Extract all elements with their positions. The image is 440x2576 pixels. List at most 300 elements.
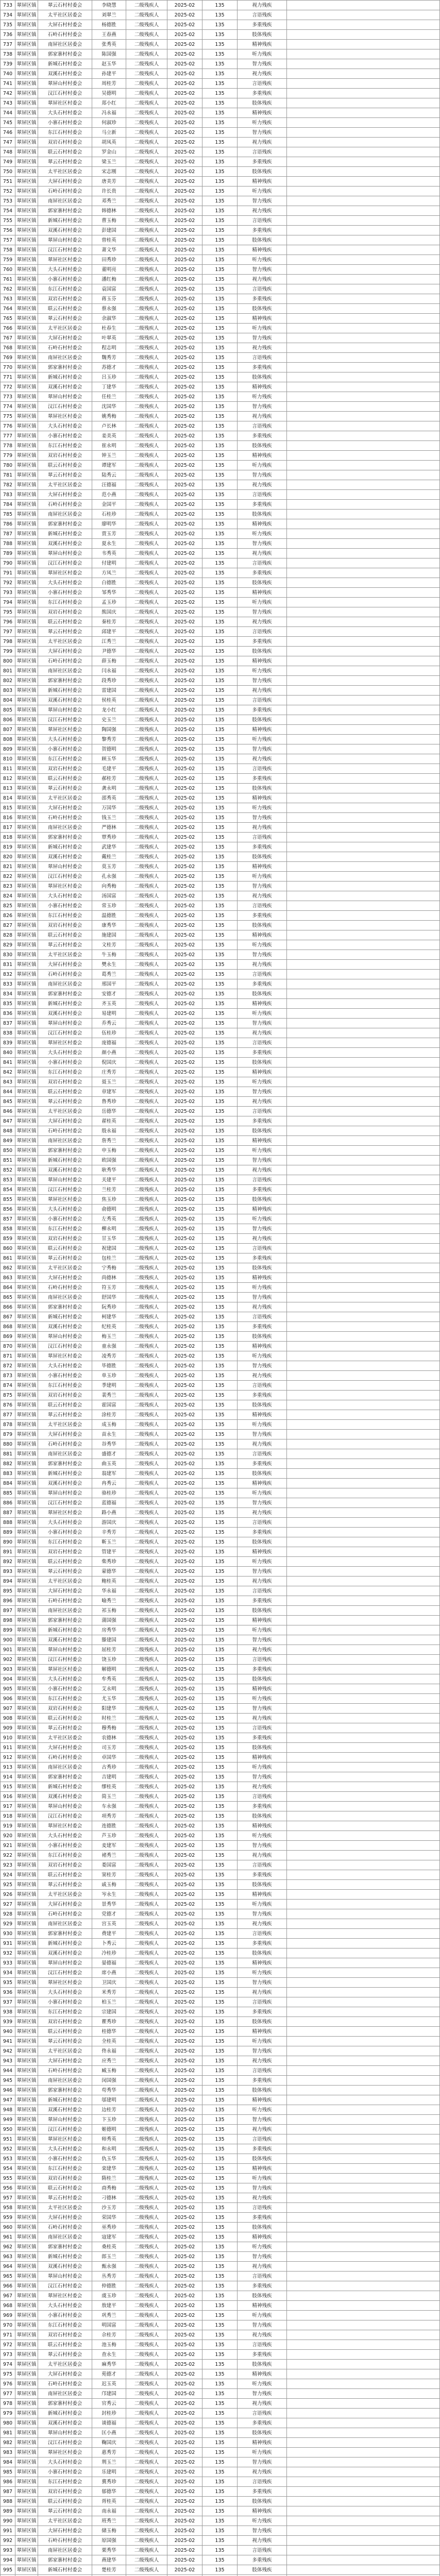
category-cell: 二级残疾人 bbox=[126, 2399, 167, 2409]
category-cell: 二级残疾人 bbox=[126, 2086, 167, 2095]
disability-cell: 言语残疾 bbox=[238, 2203, 287, 2213]
category-cell: 二级残疾人 bbox=[126, 187, 167, 196]
name-cell: 韦秀英 bbox=[92, 549, 126, 558]
category-cell: 二级残疾人 bbox=[126, 1723, 167, 1733]
town-cell: 翠屏区镇 bbox=[15, 1557, 38, 1567]
town-cell: 翠屏区镇 bbox=[15, 2291, 38, 2301]
period-cell: 2025-02 bbox=[167, 2213, 202, 2223]
row-index: 803 bbox=[1, 686, 15, 696]
name-cell: 司玉芳 bbox=[92, 1743, 126, 1753]
disability-cell: 智力残疾 bbox=[238, 950, 287, 960]
row-index: 921 bbox=[1, 1841, 15, 1851]
blank-cell bbox=[287, 1645, 440, 1655]
blank-cell bbox=[287, 118, 440, 128]
blank-cell bbox=[287, 1087, 440, 1097]
row-index: 930 bbox=[1, 1929, 15, 1939]
period-cell: 2025-02 bbox=[167, 1116, 202, 1126]
town-cell: 翠屏区镇 bbox=[15, 2360, 38, 2369]
row-index: 905 bbox=[1, 1684, 15, 1694]
village-cell: 石岭石村村委会 bbox=[38, 656, 92, 666]
amount-cell: 135 bbox=[202, 1342, 238, 1351]
town-cell: 翠屏区镇 bbox=[15, 2027, 38, 2037]
row-index: 746 bbox=[1, 128, 15, 138]
category-cell: 二级残疾人 bbox=[126, 1537, 167, 1547]
category-cell: 二级残疾人 bbox=[126, 2320, 167, 2330]
village-cell: 大头石村村委会 bbox=[38, 265, 92, 275]
village-cell: 太平社区居委会 bbox=[38, 1733, 92, 1743]
town-cell: 翠屏区镇 bbox=[15, 392, 38, 402]
name-cell: 欧国强 bbox=[92, 1156, 126, 1165]
town-cell: 翠屏区镇 bbox=[15, 735, 38, 744]
blank-cell bbox=[287, 2555, 440, 2565]
village-cell: 翠屏山村村委会 bbox=[38, 1645, 92, 1655]
amount-cell: 135 bbox=[202, 2409, 238, 2418]
disability-cell: 视力残疾 bbox=[238, 2125, 287, 2134]
period-cell: 2025-02 bbox=[167, 2115, 202, 2125]
village-cell: 南屏社区居委会 bbox=[38, 1762, 92, 1772]
disability-cell: 言语残疾 bbox=[238, 1518, 287, 1528]
blank-cell bbox=[287, 1449, 440, 1459]
amount-cell: 135 bbox=[202, 617, 238, 627]
category-cell: 二级残疾人 bbox=[126, 392, 167, 402]
row-index: 951 bbox=[1, 2134, 15, 2144]
name-cell: 宋志刚 bbox=[92, 167, 126, 177]
period-cell: 2025-02 bbox=[167, 343, 202, 353]
name-cell: 孟玉珍 bbox=[92, 598, 126, 607]
name-cell: 崔永明 bbox=[92, 441, 126, 451]
amount-cell: 135 bbox=[202, 882, 238, 891]
village-cell: 新城石村村委会 bbox=[38, 59, 92, 69]
category-cell: 二级残疾人 bbox=[126, 2311, 167, 2320]
table-row bbox=[1, 1253, 440, 1263]
category-cell: 二级残疾人 bbox=[126, 2360, 167, 2369]
town-cell: 翠屏区镇 bbox=[15, 2448, 38, 2458]
period-cell: 2025-02 bbox=[167, 1038, 202, 1048]
period-cell: 2025-02 bbox=[167, 1087, 202, 1097]
disability-cell: 言语残疾 bbox=[238, 490, 287, 500]
period-cell: 2025-02 bbox=[167, 461, 202, 470]
amount-cell: 135 bbox=[202, 764, 238, 774]
village-cell: 郭家寨村村委会 bbox=[38, 1146, 92, 1156]
disability-cell: 多重残疾 bbox=[238, 1322, 287, 1332]
amount-cell: 135 bbox=[202, 2232, 238, 2242]
village-cell: 双岩石村村委会 bbox=[38, 1547, 92, 1557]
town-cell: 翠屏区镇 bbox=[15, 1547, 38, 1557]
table-row bbox=[1, 2272, 440, 2281]
period-cell: 2025-02 bbox=[167, 1821, 202, 1831]
disability-cell: 肢体残疾 bbox=[238, 30, 287, 40]
period-cell: 2025-02 bbox=[167, 1762, 202, 1772]
period-cell: 2025-02 bbox=[167, 226, 202, 235]
table-row bbox=[1, 1880, 440, 1890]
blank-cell bbox=[287, 108, 440, 118]
period-cell: 2025-02 bbox=[167, 696, 202, 705]
disability-cell: 肢体残疾 bbox=[238, 1469, 287, 1479]
row-index: 933 bbox=[1, 1958, 15, 1968]
name-cell: 仇玉华 bbox=[92, 2154, 126, 2164]
town-cell: 翠屏区镇 bbox=[15, 2526, 38, 2536]
town-cell: 翠屏区镇 bbox=[15, 930, 38, 940]
table-row bbox=[1, 1410, 440, 1420]
amount-cell: 135 bbox=[202, 911, 238, 921]
village-cell: 小寨石村村委会 bbox=[38, 275, 92, 284]
disability-cell: 肢体残疾 bbox=[238, 2565, 287, 2575]
category-cell: 二级残疾人 bbox=[126, 2262, 167, 2272]
amount-cell: 135 bbox=[202, 2360, 238, 2369]
amount-cell: 135 bbox=[202, 2458, 238, 2467]
town-cell: 翠屏区镇 bbox=[15, 314, 38, 324]
village-cell: 翠云石村村委会 bbox=[38, 1723, 92, 1733]
town-cell: 翠屏区镇 bbox=[15, 911, 38, 921]
amount-cell: 135 bbox=[202, 1224, 238, 1234]
village-cell: 小寨石村村委会 bbox=[38, 2311, 92, 2320]
table-row bbox=[1, 2027, 440, 2037]
category-cell: 二级残疾人 bbox=[126, 2418, 167, 2428]
amount-cell: 135 bbox=[202, 1322, 238, 1332]
period-cell: 2025-02 bbox=[167, 588, 202, 598]
amount-cell: 135 bbox=[202, 1009, 238, 1019]
amount-cell: 135 bbox=[202, 2027, 238, 2037]
amount-cell: 135 bbox=[202, 216, 238, 226]
disability-cell: 多重残疾 bbox=[238, 294, 287, 304]
period-cell: 2025-02 bbox=[167, 519, 202, 529]
row-index: 919 bbox=[1, 1821, 15, 1831]
town-cell: 翠屏区镇 bbox=[15, 1606, 38, 1616]
disability-cell: 精神残疾 bbox=[238, 451, 287, 461]
table-row bbox=[1, 1498, 440, 1508]
row-index: 787 bbox=[1, 529, 15, 539]
table-row bbox=[1, 2017, 440, 2027]
table-row bbox=[1, 2418, 440, 2428]
blank-cell bbox=[287, 1762, 440, 1772]
disability-cell: 智力残疾 bbox=[238, 128, 287, 138]
period-cell: 2025-02 bbox=[167, 1743, 202, 1753]
category-cell: 二级残疾人 bbox=[126, 510, 167, 519]
table-row bbox=[1, 363, 440, 372]
town-cell: 翠屏区镇 bbox=[15, 989, 38, 999]
row-index: 880 bbox=[1, 1439, 15, 1449]
period-cell: 2025-02 bbox=[167, 20, 202, 30]
blank-cell bbox=[287, 2546, 440, 2555]
table-row bbox=[1, 1811, 440, 1821]
table-row bbox=[1, 1968, 440, 1978]
table-row bbox=[1, 284, 440, 294]
table-row bbox=[1, 1058, 440, 1067]
name-cell: 方凤兰 bbox=[92, 568, 126, 578]
village-cell: 翠云石村村委会 bbox=[38, 2037, 92, 2046]
blank-cell bbox=[287, 265, 440, 275]
table-row bbox=[1, 1939, 440, 1948]
amount-cell: 135 bbox=[202, 529, 238, 539]
town-cell: 翠屏区镇 bbox=[15, 1165, 38, 1175]
name-cell: 庞德福 bbox=[92, 1038, 126, 1048]
row-index: 767 bbox=[1, 333, 15, 343]
amount-cell: 135 bbox=[202, 754, 238, 764]
name-cell: 关建平 bbox=[92, 1175, 126, 1185]
name-cell: 蒲国强 bbox=[92, 1616, 126, 1625]
town-cell: 翠屏区镇 bbox=[15, 1723, 38, 1733]
table-row bbox=[1, 1175, 440, 1185]
category-cell: 二级残疾人 bbox=[126, 803, 167, 813]
town-cell: 翠屏区镇 bbox=[15, 901, 38, 911]
table-row bbox=[1, 872, 440, 882]
period-cell: 2025-02 bbox=[167, 1234, 202, 1244]
period-cell: 2025-02 bbox=[167, 784, 202, 793]
table-row bbox=[1, 666, 440, 676]
blank-cell bbox=[287, 999, 440, 1009]
town-cell: 翠屏区镇 bbox=[15, 784, 38, 793]
row-index: 988 bbox=[1, 2497, 15, 2506]
category-cell: 二级残疾人 bbox=[126, 950, 167, 960]
name-cell: 费建平 bbox=[92, 1929, 126, 1939]
period-cell: 2025-02 bbox=[167, 187, 202, 196]
row-index: 801 bbox=[1, 666, 15, 676]
row-index: 794 bbox=[1, 598, 15, 607]
amount-cell: 135 bbox=[202, 1723, 238, 1733]
disability-cell: 智力残疾 bbox=[238, 2458, 287, 2467]
name-cell: 涂桂芳 bbox=[92, 1410, 126, 1420]
period-cell: 2025-02 bbox=[167, 1919, 202, 1929]
table-row bbox=[1, 1234, 440, 1244]
table-row bbox=[1, 40, 440, 49]
category-cell: 二级残疾人 bbox=[126, 59, 167, 69]
category-cell: 二级残疾人 bbox=[126, 343, 167, 353]
town-cell: 翠屏区镇 bbox=[15, 940, 38, 950]
town-cell: 翠屏区镇 bbox=[15, 1772, 38, 1782]
row-index: 972 bbox=[1, 2340, 15, 2350]
town-cell: 翠屏区镇 bbox=[15, 2183, 38, 2193]
village-cell: 双溪石村村委会 bbox=[38, 1165, 92, 1175]
town-cell: 翠屏区镇 bbox=[15, 245, 38, 255]
village-cell: 小寨石村村委会 bbox=[38, 2467, 92, 2477]
blank-cell bbox=[287, 2056, 440, 2066]
disability-cell: 视力残疾 bbox=[238, 206, 287, 216]
period-cell: 2025-02 bbox=[167, 2046, 202, 2056]
amount-cell: 135 bbox=[202, 1586, 238, 1596]
row-index: 788 bbox=[1, 539, 15, 549]
disability-cell: 肢体残疾 bbox=[238, 1811, 287, 1821]
village-cell: 石岭石村村委会 bbox=[38, 2223, 92, 2232]
blank-cell bbox=[287, 2291, 440, 2301]
table-row bbox=[1, 1684, 440, 1694]
name-cell: 牛玉梅 bbox=[92, 950, 126, 960]
period-cell: 2025-02 bbox=[167, 1146, 202, 1156]
town-cell: 翠屏区镇 bbox=[15, 1851, 38, 1860]
period-cell: 2025-02 bbox=[167, 2516, 202, 2526]
blank-cell bbox=[287, 470, 440, 480]
table-row bbox=[1, 1371, 440, 1381]
table-row bbox=[1, 784, 440, 793]
town-cell: 翠屏区镇 bbox=[15, 2262, 38, 2272]
name-cell: 邢国平 bbox=[92, 979, 126, 989]
town-cell: 翠屏区镇 bbox=[15, 1753, 38, 1762]
village-cell: 翠屏山村村委会 bbox=[38, 1019, 92, 1028]
period-cell: 2025-02 bbox=[167, 1567, 202, 1577]
blank-cell bbox=[287, 1185, 440, 1195]
category-cell: 二级残疾人 bbox=[126, 2477, 167, 2487]
category-cell: 二级残疾人 bbox=[126, 1929, 167, 1939]
category-cell: 二级残疾人 bbox=[126, 1508, 167, 1518]
disability-cell: 智力残疾 bbox=[238, 813, 287, 823]
table-row bbox=[1, 1851, 440, 1860]
town-cell: 翠屏区镇 bbox=[15, 1351, 38, 1361]
blank-cell bbox=[287, 69, 440, 79]
town-cell: 翠屏区镇 bbox=[15, 10, 38, 20]
name-cell: 陈国强 bbox=[92, 49, 126, 59]
table-row bbox=[1, 1616, 440, 1625]
blank-cell bbox=[287, 696, 440, 705]
disability-cell: 智力残疾 bbox=[238, 1704, 287, 1714]
disability-cell: 智力残疾 bbox=[238, 1087, 287, 1097]
amount-cell: 135 bbox=[202, 715, 238, 725]
table-row bbox=[1, 500, 440, 510]
blank-cell bbox=[287, 930, 440, 940]
disability-cell: 视力残疾 bbox=[238, 1988, 287, 1997]
period-cell: 2025-02 bbox=[167, 1293, 202, 1302]
disability-cell: 多重残疾 bbox=[238, 1459, 287, 1469]
village-cell: 大屏石村村委会 bbox=[38, 1273, 92, 1283]
name-cell: 沈国华 bbox=[92, 402, 126, 412]
category-cell: 二级残疾人 bbox=[126, 1811, 167, 1821]
blank-cell bbox=[287, 774, 440, 784]
table-row bbox=[1, 1762, 440, 1772]
village-cell: 太平社区居委会 bbox=[38, 950, 92, 960]
village-cell: 翠屏社区村委会 bbox=[38, 2448, 92, 2458]
period-cell: 2025-02 bbox=[167, 255, 202, 265]
disability-cell: 听力残疾 bbox=[238, 187, 287, 196]
category-cell: 二级残疾人 bbox=[126, 1988, 167, 1997]
name-cell: 廖明华 bbox=[92, 519, 126, 529]
village-cell: 汉江石村村委会 bbox=[38, 1968, 92, 1978]
period-cell: 2025-02 bbox=[167, 1244, 202, 1253]
disability-cell: 肢体残疾 bbox=[238, 784, 287, 793]
category-cell: 二级残疾人 bbox=[126, 206, 167, 216]
amount-cell: 135 bbox=[202, 1547, 238, 1557]
village-cell: 汉江石村村委会 bbox=[38, 89, 92, 98]
disability-cell: 多重残疾 bbox=[238, 20, 287, 30]
name-cell: 尤玉华 bbox=[92, 1694, 126, 1704]
table-row bbox=[1, 2399, 440, 2409]
row-index: 995 bbox=[1, 2565, 15, 2575]
amount-cell: 135 bbox=[202, 49, 238, 59]
village-cell: 新城石村村委会 bbox=[38, 1469, 92, 1479]
blank-cell bbox=[287, 578, 440, 588]
table-row bbox=[1, 1802, 440, 1811]
row-index: 865 bbox=[1, 1293, 15, 1302]
row-index: 795 bbox=[1, 607, 15, 617]
table-row bbox=[1, 1391, 440, 1400]
amount-cell: 135 bbox=[202, 2086, 238, 2095]
disability-cell: 视力残疾 bbox=[238, 1165, 287, 1175]
amount-cell: 135 bbox=[202, 1988, 238, 1997]
row-index: 823 bbox=[1, 882, 15, 891]
blank-cell bbox=[287, 2105, 440, 2115]
disability-cell: 智力残疾 bbox=[238, 1293, 287, 1302]
disability-cell: 多重残疾 bbox=[238, 1391, 287, 1400]
name-cell: 施建国 bbox=[92, 930, 126, 940]
table-row bbox=[1, 2467, 440, 2477]
village-cell: 联云石村村委会 bbox=[38, 1870, 92, 1880]
row-index: 873 bbox=[1, 1371, 15, 1381]
disability-cell: 多重残疾 bbox=[238, 226, 287, 235]
town-cell: 翠屏区镇 bbox=[15, 49, 38, 59]
category-cell: 二级残疾人 bbox=[126, 1234, 167, 1244]
row-index: 956 bbox=[1, 2183, 15, 2193]
category-cell: 二级残疾人 bbox=[126, 470, 167, 480]
table-row bbox=[1, 764, 440, 774]
blank-cell bbox=[287, 2076, 440, 2086]
row-index: 884 bbox=[1, 1479, 15, 1488]
row-index: 863 bbox=[1, 1273, 15, 1283]
amount-cell: 135 bbox=[202, 324, 238, 333]
category-cell: 二级残疾人 bbox=[126, 1567, 167, 1577]
row-index: 874 bbox=[1, 1381, 15, 1391]
table-row bbox=[1, 138, 440, 147]
disability-cell: 肢体残疾 bbox=[238, 1195, 287, 1205]
period-cell: 2025-02 bbox=[167, 2546, 202, 2555]
category-cell: 二级残疾人 bbox=[126, 128, 167, 138]
row-index: 862 bbox=[1, 1263, 15, 1273]
amount-cell: 135 bbox=[202, 363, 238, 372]
table-row bbox=[1, 588, 440, 598]
category-cell: 二级残疾人 bbox=[126, 2428, 167, 2438]
amount-cell: 135 bbox=[202, 2183, 238, 2193]
village-cell: 汉江石村村委会 bbox=[38, 1185, 92, 1195]
row-index: 922 bbox=[1, 1851, 15, 1860]
category-cell: 二级残疾人 bbox=[126, 1586, 167, 1596]
name-cell: 明国富 bbox=[92, 2320, 126, 2330]
amount-cell: 135 bbox=[202, 1714, 238, 1723]
period-cell: 2025-02 bbox=[167, 833, 202, 842]
blank-cell bbox=[287, 1988, 440, 1997]
disability-cell: 言语残疾 bbox=[238, 421, 287, 431]
town-cell: 翠屏区镇 bbox=[15, 2281, 38, 2291]
category-cell: 二级残疾人 bbox=[126, 89, 167, 98]
disability-cell: 言语残疾 bbox=[238, 2546, 287, 2555]
blank-cell bbox=[287, 754, 440, 764]
town-cell: 翠屏区镇 bbox=[15, 764, 38, 774]
category-cell: 二级残疾人 bbox=[126, 1714, 167, 1723]
village-cell: 双溪石村村委会 bbox=[38, 1635, 92, 1645]
category-cell: 二级残疾人 bbox=[126, 1028, 167, 1038]
table-row bbox=[1, 128, 440, 138]
row-index: 867 bbox=[1, 1312, 15, 1322]
period-cell: 2025-02 bbox=[167, 2056, 202, 2066]
blank-cell bbox=[287, 2506, 440, 2516]
name-cell: 晏德福 bbox=[92, 1958, 126, 1968]
blank-cell bbox=[287, 2536, 440, 2546]
name-cell: 寇建军 bbox=[92, 2232, 126, 2242]
table-row bbox=[1, 529, 440, 539]
table-row bbox=[1, 1116, 440, 1126]
town-cell: 翠屏区镇 bbox=[15, 1410, 38, 1420]
town-cell: 翠屏区镇 bbox=[15, 2223, 38, 2232]
period-cell: 2025-02 bbox=[167, 1753, 202, 1762]
disability-cell: 言语残疾 bbox=[238, 2066, 287, 2076]
name-cell: 杨德胜 bbox=[92, 20, 126, 30]
amount-cell: 135 bbox=[202, 2369, 238, 2379]
name-cell: 麻秀华 bbox=[92, 2360, 126, 2369]
name-cell: 蓝德福 bbox=[92, 1498, 126, 1508]
disability-cell: 精神残疾 bbox=[238, 1616, 287, 1625]
blank-cell bbox=[287, 1391, 440, 1400]
row-index: 735 bbox=[1, 20, 15, 30]
period-cell: 2025-02 bbox=[167, 529, 202, 539]
blank-cell bbox=[287, 1342, 440, 1351]
period-cell: 2025-02 bbox=[167, 2017, 202, 2027]
amount-cell: 135 bbox=[202, 128, 238, 138]
category-cell: 二级残疾人 bbox=[126, 431, 167, 441]
